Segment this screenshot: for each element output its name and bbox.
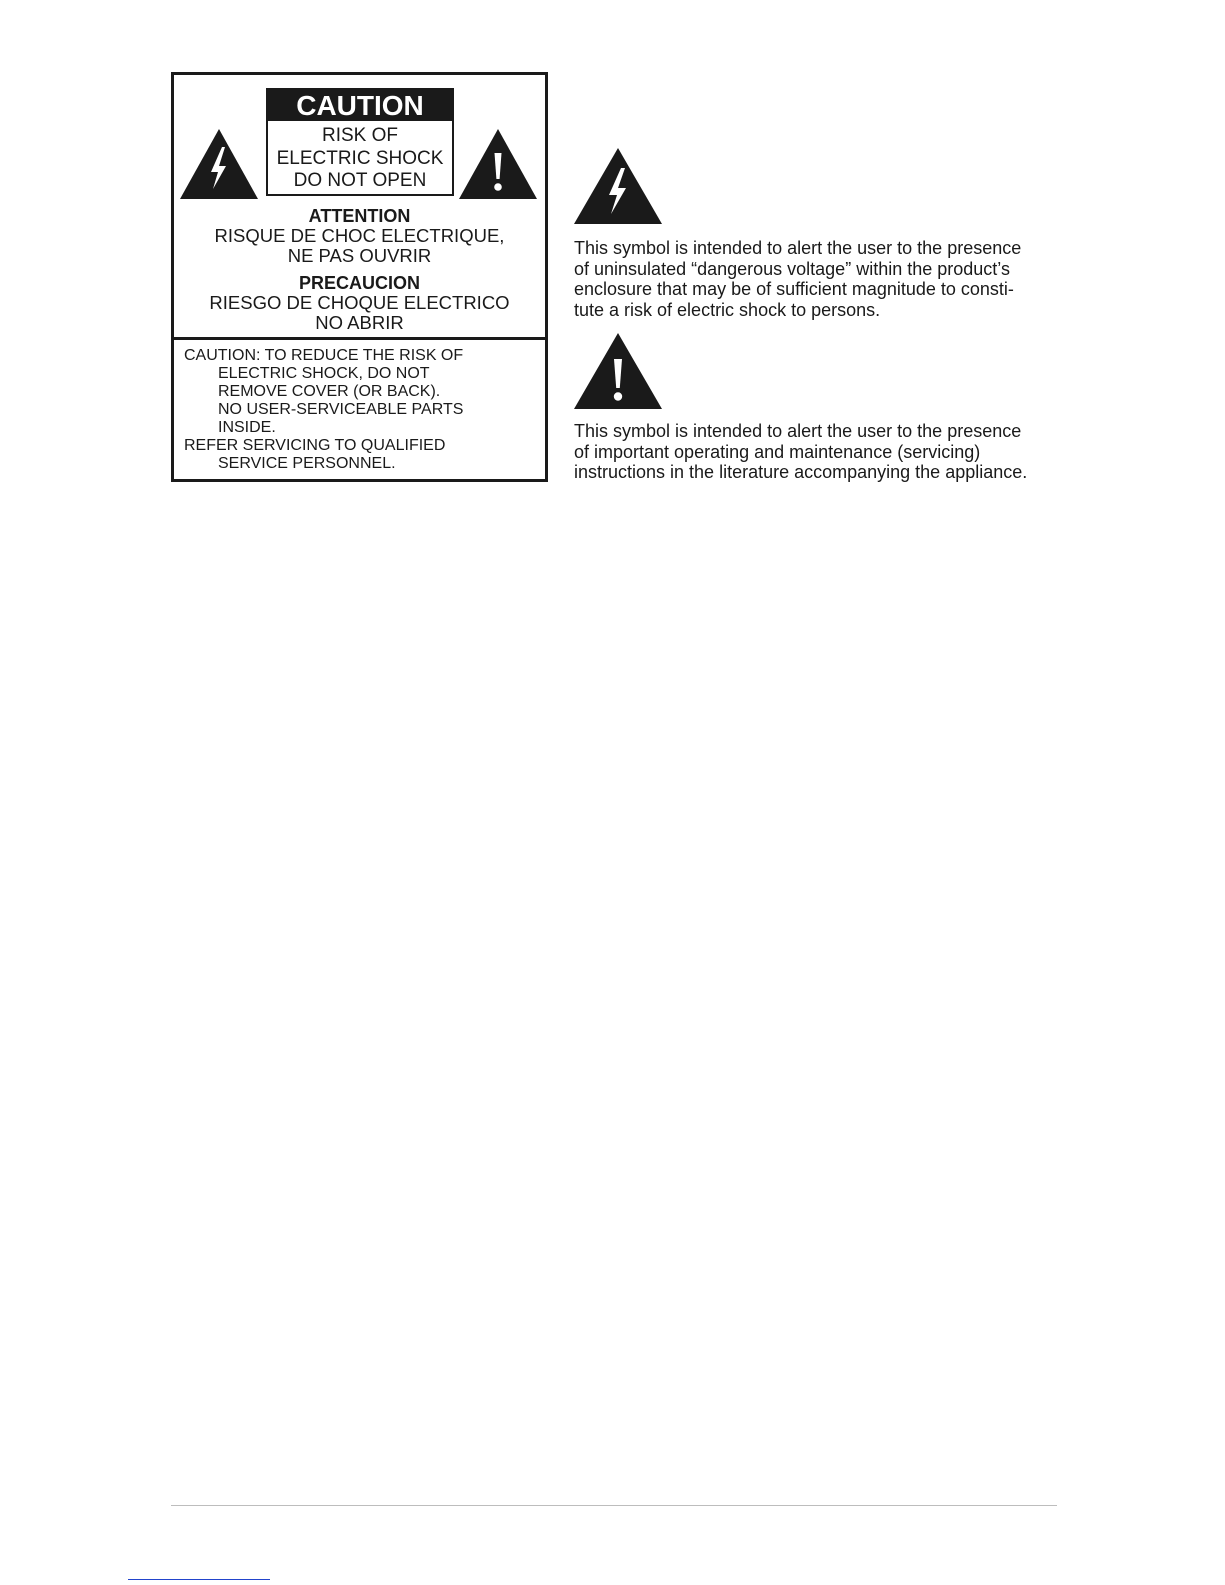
caution-line: ELECTRIC SHOCK <box>276 147 444 169</box>
label-divider <box>174 337 545 340</box>
service-warning <box>184 347 539 473</box>
bottom-link-underline[interactable] <box>128 1579 270 1580</box>
exclamation-symbol-description <box>574 421 1044 483</box>
description-line: enclosure that may be of sufficient magnitude to consti- <box>574 279 1014 299</box>
caution-header-box <box>266 88 454 196</box>
warning-line: CAUTION: TO REDUCE THE RISK OF <box>184 347 464 364</box>
spanish-line: RIESGO DE CHOQUE ELECTRICO <box>209 292 510 313</box>
lightning-triangle-icon <box>574 148 662 224</box>
warning-line: NO USER-SERVICEABLE PARTS <box>218 401 464 418</box>
french-warning <box>174 206 545 266</box>
spanish-title: PRECAUCION <box>298 273 420 293</box>
exclamation-triangle-icon <box>459 129 537 199</box>
exclamation-triangle-icon <box>574 333 662 409</box>
french-line: NE PAS OUVRIR <box>287 245 432 266</box>
caution-title: CAUTION <box>268 90 452 121</box>
description-line: of important operating and maintenance (servicing) <box>574 441 981 462</box>
warning-line: REMOVE COVER (OR BACK). <box>218 383 441 400</box>
caution-label <box>171 72 548 482</box>
description-line: This symbol is intended to alert the user to the presence <box>574 238 1022 258</box>
description-line: of uninsulated “dangerous voltage” within the product’s <box>574 258 1010 279</box>
spanish-warning <box>174 273 545 333</box>
footer-rule <box>171 1505 1057 1506</box>
label-top-section <box>174 75 545 340</box>
warning-line: INSIDE. <box>218 419 276 436</box>
lightning-symbol-description <box>574 238 1044 320</box>
warning-line: ELECTRIC SHOCK, DO NOT <box>218 365 430 382</box>
description-line: tute a risk of electric shock to persons. <box>574 299 881 320</box>
spanish-line: NO ABRIR <box>315 312 404 333</box>
warning-line: REFER SERVICING TO QUALIFIED <box>184 437 446 454</box>
caution-line: RISK OF <box>321 125 398 146</box>
french-title: ATTENTION <box>308 206 411 226</box>
description-line: This symbol is intended to alert the user to the presence <box>574 421 1022 441</box>
lightning-triangle-icon <box>180 129 258 199</box>
french-line: RISQUE DE CHOC ELECTRIQUE, <box>214 225 505 246</box>
caution-subtitle <box>268 121 452 193</box>
warning-line: SERVICE PERSONNEL. <box>218 455 396 472</box>
caution-line: DO NOT OPEN <box>293 170 427 191</box>
description-line: instructions in the literature accompanying the appliance. <box>574 462 1028 482</box>
